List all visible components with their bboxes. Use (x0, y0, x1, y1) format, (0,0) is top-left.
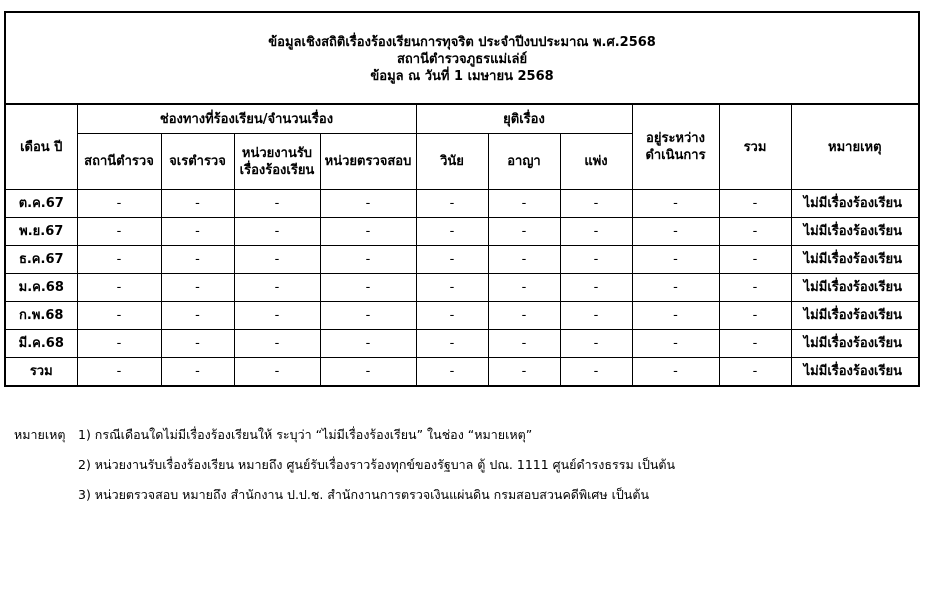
discipline-cell: - (416, 358, 488, 387)
month-cell: พ.ย.67 (5, 218, 77, 246)
total-cell: - (719, 274, 791, 302)
month-cell: ก.พ.68 (5, 302, 77, 330)
discipline-cell: - (416, 218, 488, 246)
title-line-1: ข้อมูลเชิงสถิติเรื่องร้องเรียนการทุจริต ประจำปีงบประมาณ พ.ศ.2568 (268, 34, 656, 50)
criminal-cell: - (488, 358, 560, 387)
remark-cell: ไม่มีเรื่องร้องเรียน (791, 358, 919, 387)
statistics-sheet (4, 11, 918, 387)
remark-cell: ไม่มีเรื่องร้องเรียน (791, 274, 919, 302)
notes-section (14, 420, 675, 510)
in-progress-cell: - (632, 358, 719, 387)
note-item: 2) หน่วยงานรับเรื่องร้องเรียน หมายถึง ศูนย์รับเรื่องราวร้องทุกข์ของรัฐบาล ตู้ ปณ. 1111 ศูนย์ดำรงธรรม เป็นต้น (78, 457, 676, 472)
audit-unit-cell: - (320, 302, 416, 330)
header-complaint-unit-line-2: เรื่องร้องเรียน (239, 162, 315, 178)
in-progress-cell: - (632, 330, 719, 358)
remark-cell: ไม่มีเรื่องร้องเรียน (791, 246, 919, 274)
remark-cell: ไม่มีเรื่องร้องเรียน (791, 330, 919, 358)
patrol-cell: - (161, 302, 234, 330)
criminal-cell: - (488, 190, 560, 218)
station-cell: - (77, 218, 161, 246)
patrol-cell: - (161, 218, 234, 246)
header-station: สถานีตำรวจ (77, 134, 161, 190)
table-body (5, 190, 919, 387)
table-row-total (5, 358, 919, 387)
criminal-cell: - (488, 246, 560, 274)
header-in-progress (632, 104, 719, 190)
criminal-cell: - (488, 274, 560, 302)
header-complaint-unit (234, 134, 320, 190)
title-line-2: สถานีตำรวจภูธรแม่เล่ย์ (397, 51, 528, 67)
header-audit-unit: หน่วยตรวจสอบ (320, 134, 416, 190)
month-cell: มี.ค.68 (5, 330, 77, 358)
table-row (5, 246, 919, 274)
table-row (5, 218, 919, 246)
title-line-3: ข้อมูล ณ วันที่ 1 เมษายน 2568 (370, 68, 554, 84)
month-cell: รวม (5, 358, 77, 387)
complaint-unit-cell: - (234, 190, 320, 218)
civil-cell: - (560, 218, 632, 246)
in-progress-cell: - (632, 274, 719, 302)
note-line-2 (14, 450, 675, 480)
civil-cell: - (560, 358, 632, 387)
station-cell: - (77, 330, 161, 358)
in-progress-cell: - (632, 218, 719, 246)
note-item: 1) กรณีเดือนใดไม่มีเรื่องร้องเรียนให้ ระบุว่า “ไม่มีเรื่องร้องเรียน” ในช่อง “หมายเหตุ” (78, 427, 533, 442)
civil-cell: - (560, 274, 632, 302)
month-cell: ต.ค.67 (5, 190, 77, 218)
civil-cell: - (560, 246, 632, 274)
complaint-unit-cell: - (234, 274, 320, 302)
header-total: รวม (719, 104, 791, 190)
complaint-unit-cell: - (234, 302, 320, 330)
header-criminal: อาญา (488, 134, 560, 190)
criminal-cell: - (488, 218, 560, 246)
table-row (5, 302, 919, 330)
civil-cell: - (560, 190, 632, 218)
patrol-cell: - (161, 246, 234, 274)
civil-cell: - (560, 302, 632, 330)
audit-unit-cell: - (320, 358, 416, 387)
remark-cell: ไม่มีเรื่องร้องเรียน (791, 302, 919, 330)
discipline-cell: - (416, 330, 488, 358)
station-cell: - (77, 246, 161, 274)
discipline-cell: - (416, 190, 488, 218)
remark-cell: ไม่มีเรื่องร้องเรียน (791, 218, 919, 246)
total-cell: - (719, 218, 791, 246)
total-cell: - (719, 330, 791, 358)
month-cell: ม.ค.68 (5, 274, 77, 302)
total-cell: - (719, 190, 791, 218)
header-channels-group: ช่องทางที่ร้องเรียน/จำนวนเรื่อง (77, 104, 416, 134)
note-item: 3) หน่วยตรวจสอบ หมายถึง สำนักงาน ป.ป.ช. สำนักงานการตรวจเงินแผ่นดิน กรมสอบสวนคดีพิเศษ เป็นต้น (78, 487, 649, 502)
in-progress-cell: - (632, 190, 719, 218)
table-row (5, 190, 919, 218)
total-cell: - (719, 358, 791, 387)
discipline-cell: - (416, 302, 488, 330)
patrol-cell: - (161, 274, 234, 302)
patrol-cell: - (161, 190, 234, 218)
notes-label: หมายเหตุ (14, 427, 66, 442)
table-row (5, 274, 919, 302)
criminal-cell: - (488, 330, 560, 358)
remark-cell: ไม่มีเรื่องร้องเรียน (791, 190, 919, 218)
note-line-3 (14, 480, 675, 510)
audit-unit-cell: - (320, 330, 416, 358)
total-cell: - (719, 302, 791, 330)
table-row (5, 330, 919, 358)
discipline-cell: - (416, 246, 488, 274)
month-cell: ธ.ค.67 (5, 246, 77, 274)
total-cell: - (719, 246, 791, 274)
header-month: เดือน ปี (5, 104, 77, 190)
patrol-cell: - (161, 330, 234, 358)
complaint-unit-cell: - (234, 330, 320, 358)
complaint-unit-cell: - (234, 358, 320, 387)
civil-cell: - (560, 330, 632, 358)
header-closed-group: ยุติเรื่อง (416, 104, 632, 134)
discipline-cell: - (416, 274, 488, 302)
complaint-unit-cell: - (234, 218, 320, 246)
complaint-statistics-table (4, 11, 920, 387)
header-remark: หมายเหตุ (791, 104, 919, 190)
audit-unit-cell: - (320, 190, 416, 218)
in-progress-cell: - (632, 246, 719, 274)
note-line-1 (14, 420, 675, 450)
in-progress-cell: - (632, 302, 719, 330)
header-in-progress-line-2: ดำเนินการ (645, 148, 706, 163)
audit-unit-cell: - (320, 218, 416, 246)
station-cell: - (77, 190, 161, 218)
header-patrol: จเรตำรวจ (161, 134, 234, 190)
header-complaint-unit-line-1: หน่วยงานรับ (241, 145, 313, 161)
station-cell: - (77, 302, 161, 330)
complaint-unit-cell: - (234, 246, 320, 274)
patrol-cell: - (161, 358, 234, 387)
table-title (5, 12, 919, 104)
station-cell: - (77, 274, 161, 302)
audit-unit-cell: - (320, 246, 416, 274)
criminal-cell: - (488, 302, 560, 330)
header-in-progress-line-1: อยู่ระหว่าง (646, 131, 705, 146)
station-cell: - (77, 358, 161, 387)
header-discipline: วินัย (416, 134, 488, 190)
header-civil: แพ่ง (560, 134, 632, 190)
audit-unit-cell: - (320, 274, 416, 302)
